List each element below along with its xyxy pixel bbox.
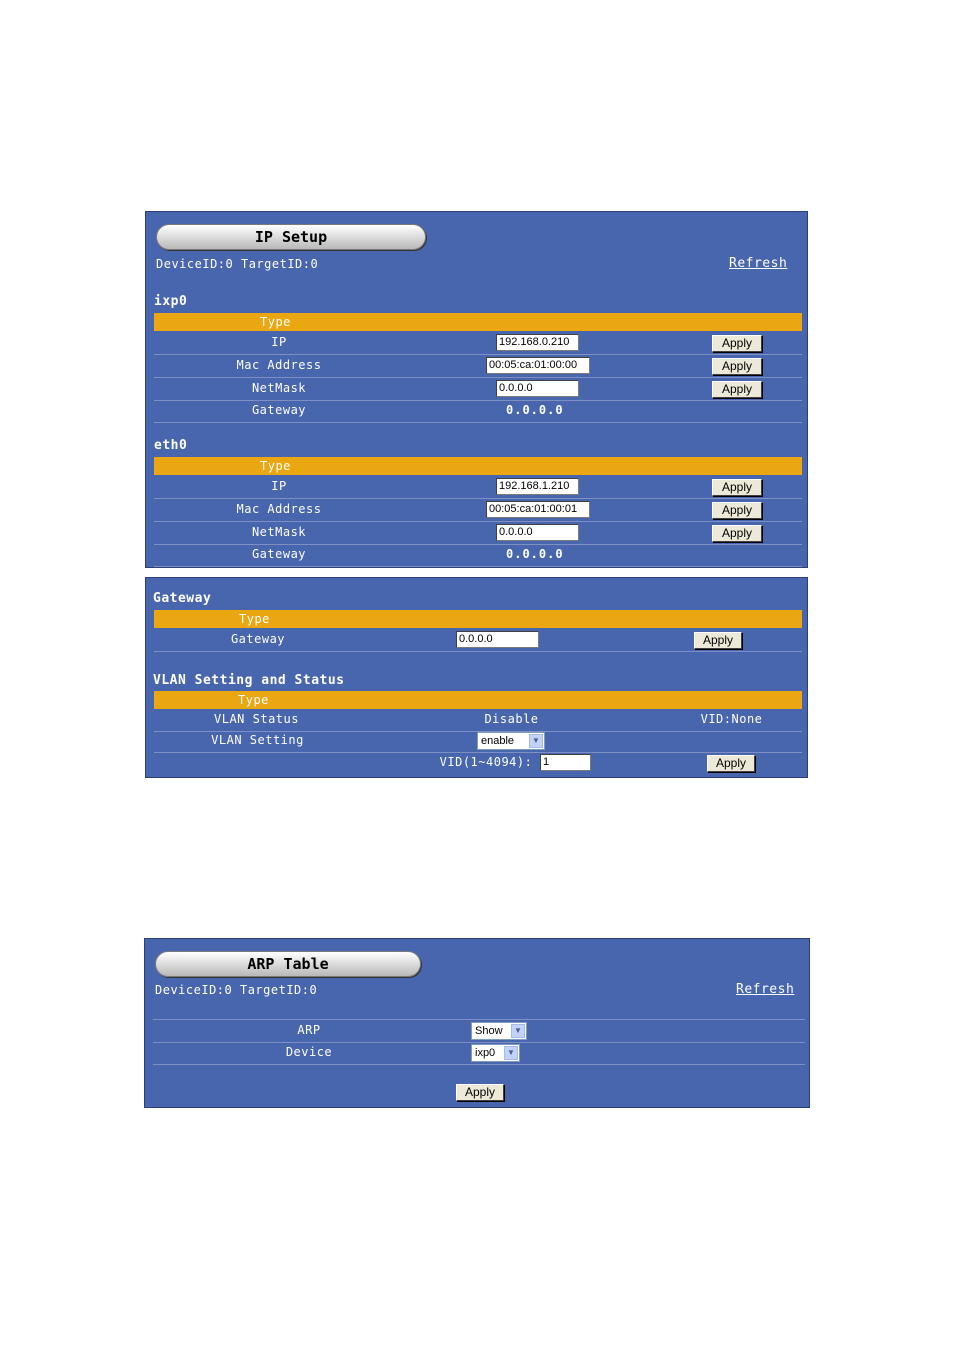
- table-row: [154, 355, 802, 378]
- apply-button[interactable]: Apply: [712, 358, 762, 375]
- table-row: [154, 522, 802, 545]
- table-row: [154, 476, 802, 499]
- chevron-down-icon: ▼: [504, 1046, 518, 1060]
- device-selected: ixp0: [475, 1047, 496, 1059]
- type-header-label: Type: [260, 315, 291, 329]
- gateway-value: 0.0.0.0: [506, 403, 564, 417]
- vid-input[interactable]: 1: [540, 754, 591, 771]
- type-header-label: Type: [260, 459, 291, 473]
- ip-setup-title: IP Setup: [156, 224, 426, 250]
- type-header-bar: [154, 457, 802, 475]
- interface-name-eth0: eth0: [154, 438, 188, 453]
- vlan-status-value: Disable: [484, 712, 539, 726]
- table-row: [154, 629, 802, 652]
- chevron-down-icon: ▼: [511, 1024, 525, 1038]
- arp-selected: Show: [475, 1025, 503, 1037]
- vlan-status-label: VLAN Status: [214, 712, 299, 726]
- arp-table-title: ARP Table: [155, 951, 421, 977]
- table-row: [154, 332, 802, 355]
- apply-button[interactable]: Apply: [707, 755, 755, 772]
- gateway-label: Gateway: [230, 632, 286, 646]
- arp-label: ARP: [297, 1023, 321, 1037]
- table-row: [153, 1020, 805, 1043]
- apply-button[interactable]: Apply: [712, 502, 762, 519]
- mac-address-label: Mac Address: [236, 358, 322, 372]
- ip-label: IP: [271, 335, 287, 349]
- table-row: [154, 709, 802, 732]
- apply-button[interactable]: Apply: [712, 479, 762, 496]
- table-row: [154, 730, 802, 753]
- table-row: [154, 499, 802, 522]
- table-row: [154, 378, 802, 401]
- table-row: [153, 1042, 805, 1065]
- gateway-label: Gateway: [251, 547, 307, 561]
- ip-input[interactable]: 192.168.1.210: [496, 478, 579, 495]
- type-header-label: Type: [239, 612, 270, 626]
- mac-address-input[interactable]: 00:05:ca:01:00:00: [486, 357, 590, 374]
- device-target-id: DeviceID:0 TargetID:0: [155, 983, 318, 997]
- vid-label: VID(1~4094):: [439, 755, 533, 769]
- apply-button[interactable]: Apply: [712, 335, 762, 352]
- table-row: [154, 752, 802, 774]
- gateway-value: 0.0.0.0: [506, 547, 564, 561]
- apply-button[interactable]: Apply: [712, 381, 762, 398]
- type-header-bar: [154, 691, 802, 709]
- gateway-label: Gateway: [251, 403, 307, 417]
- netmask-label: NetMask: [251, 381, 307, 395]
- device-label: Device: [285, 1045, 333, 1059]
- arp-table-panel: [144, 938, 810, 1108]
- ip-label: IP: [271, 479, 287, 493]
- netmask-input[interactable]: 0.0.0.0: [496, 524, 579, 541]
- vlan-setting-selected: enable: [481, 735, 515, 747]
- ip-input[interactable]: 192.168.0.210: [496, 334, 579, 351]
- vlan-setting-label: VLAN Setting: [211, 733, 304, 747]
- table-row: [154, 400, 802, 423]
- mac-address-input[interactable]: 00:05:ca:01:00:01: [486, 501, 590, 518]
- apply-button[interactable]: Apply: [712, 525, 762, 542]
- vlan-setting-select[interactable]: [477, 732, 545, 750]
- device-target-id: DeviceID:0 TargetID:0: [156, 257, 319, 271]
- refresh-link[interactable]: Refresh: [736, 982, 795, 997]
- chevron-down-icon: ▼: [529, 734, 543, 748]
- gateway-input[interactable]: 0.0.0.0: [456, 631, 539, 648]
- apply-button[interactable]: Apply: [694, 632, 742, 649]
- gateway-vlan-panel: [145, 577, 808, 778]
- mac-address-label: Mac Address: [236, 502, 322, 516]
- ip-setup-panel: [145, 211, 808, 568]
- netmask-input[interactable]: 0.0.0.0: [496, 380, 579, 397]
- table-row: [154, 544, 802, 567]
- vlan-section-title: VLAN Setting and Status: [153, 673, 345, 688]
- refresh-link[interactable]: Refresh: [729, 256, 788, 271]
- interface-name-ixp0: ixp0: [154, 294, 188, 309]
- netmask-label: NetMask: [251, 525, 307, 539]
- arp-select[interactable]: [471, 1022, 527, 1040]
- type-header-bar: [154, 313, 802, 331]
- gateway-section-title: Gateway: [153, 591, 212, 606]
- type-header-label: Type: [238, 693, 269, 707]
- apply-button[interactable]: Apply: [456, 1084, 504, 1101]
- device-select[interactable]: [471, 1044, 520, 1062]
- type-header-bar: [154, 610, 802, 628]
- vid-status-value: VID:None: [700, 712, 763, 726]
